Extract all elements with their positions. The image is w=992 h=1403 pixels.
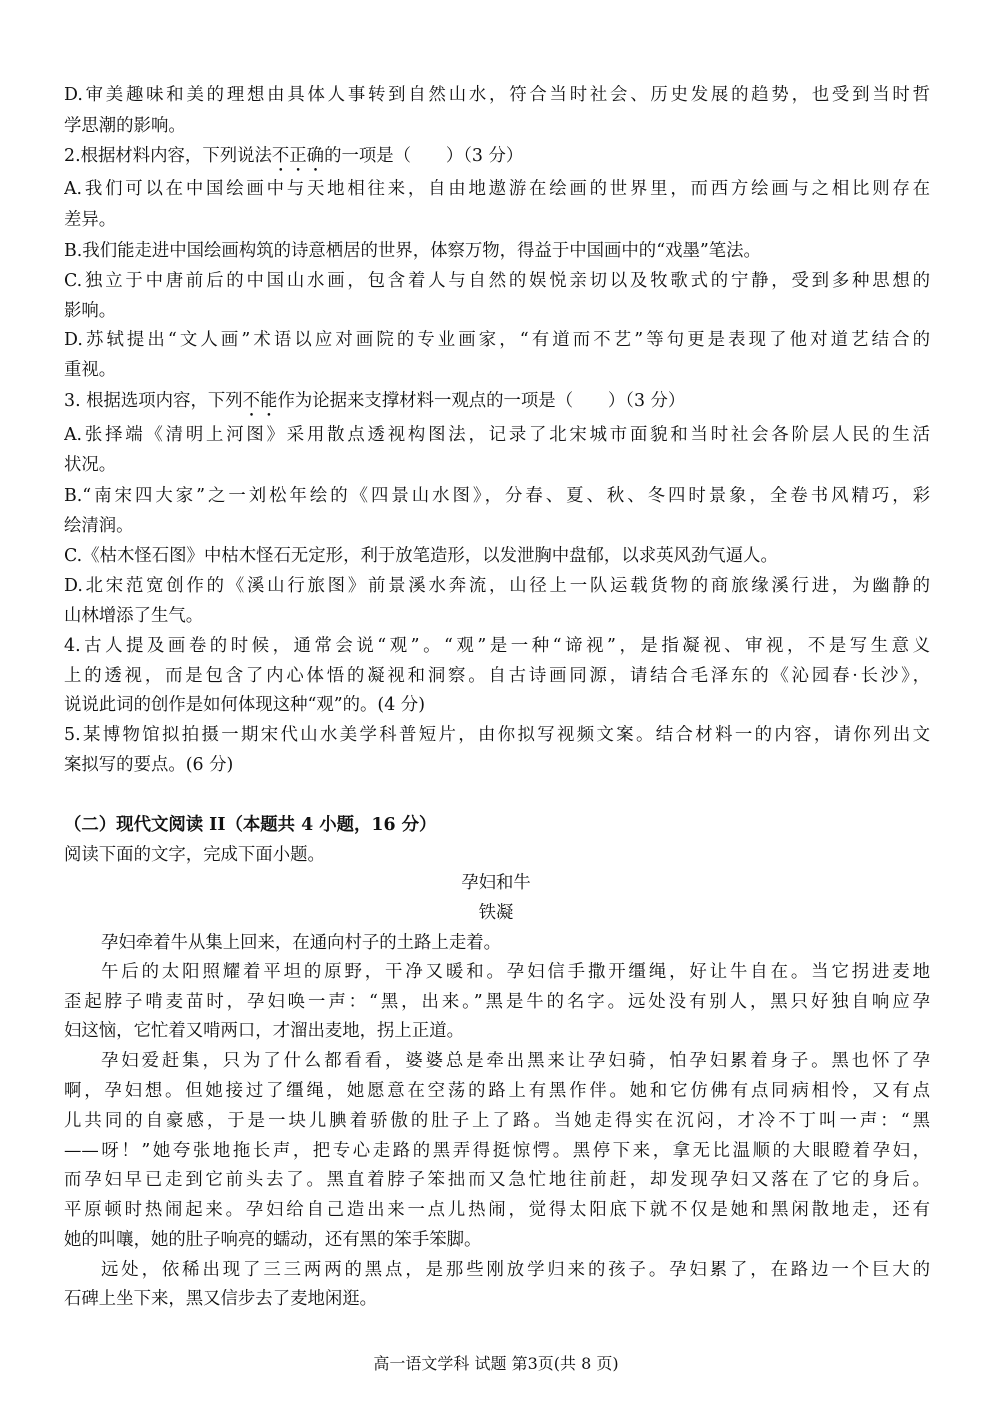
story-paragraph-3-line7: 她的叫嚷，她的肚子响亮的蠕动，还有黑的笨手笨脚。 [64, 1230, 482, 1250]
q2-stem [64, 141, 930, 176]
story-paragraph-3-line1: 孕妇爱赶集，只为了什么都看看，婆婆总是牵出黑来让孕妇骑，怕孕妇累着身子。黑也怀了孕 [101, 1051, 930, 1071]
story-paragraph-3-line6: 平原顿时热闹起来。孕妇给自己造出来一点儿热闹，觉得太阳底下就不仅是她和黑闲散地走，还有 [64, 1200, 930, 1220]
q3-stem-start: 3. 根据选项内容，下列 [64, 391, 243, 411]
q2-stem-emphasis: 不正确 [271, 146, 325, 166]
q2-option-b: B.我们能走进中国绘画构筑的诗意栖居的世界，体察万物，得益于中国画中的“戏墨”笔法。 [64, 241, 761, 261]
q1-option-d-line2: 学思潮的影响。 [64, 116, 186, 136]
story-paragraph-3-line2: 啊，孕妇想。但她接过了缰绳，她愿意在空荡的路上有黑作伴。她和它仿佛有点同病相怜，又有点 [64, 1081, 930, 1101]
story-paragraph-2-line1: 午后的太阳照耀着平坦的原野，干净又暖和。孕妇信手撒开缰绳，好让牛自在。当它拐进麦地 [101, 962, 930, 982]
q5-line1: 5.某博物馆拟拍摄一期宋代山水美学科普短片，由你拟写视频文案。结合材料一的内容，请你列出文 [64, 725, 930, 745]
q2-option-d-line2: 重视。 [64, 360, 117, 380]
q2-stem-end: 的一项是（ ）（3 分） [324, 146, 524, 166]
story-paragraph-3-line4: ——呀！”她夸张地拖长声，把专心走路的黑弄得挺惊愕。黑停下来，拿无比温顺的大眼瞪着孕妇， [64, 1141, 930, 1161]
q3-option-b-line1: B.“南宋四大家”之一刘松年绘的《四景山水图》，分春、夏、秋、冬四时景象，全卷书风精巧，彩 [64, 486, 930, 506]
section-heading: （二）现代文阅读 II（本题共 4 小题，16 分） [64, 815, 437, 835]
story-paragraph-4-line2: 石碑上坐下来，黑又信步去了麦地闲逛。 [64, 1289, 378, 1309]
story-paragraph-3-line3: 儿共同的自豪感，于是一块儿腆着骄傲的肚子上了路。当她走得实在沉闷，才冷不丁叫一声：“黑 [64, 1111, 930, 1131]
q4-line3: 说说此词的创作是如何体现这种“观”的。(4 分) [64, 695, 425, 715]
q3-stem-end: 作为论据来支撑材料一观点的一项是（ ）（3 分） [277, 391, 686, 411]
q2-option-a-line2: 差异。 [64, 210, 117, 230]
q4-line2: 上的透视，而是包含了内心体悟的凝视和洞察。自古诗画同源，请结合毛泽东的《沁园春·长沙》， [64, 666, 930, 686]
story-paragraph-3-line5: 而孕妇早已走到它前头去了。黑直着脖子笨拙而又急忙地往前赶，却发现孕妇又落在了它的身后。 [64, 1170, 930, 1190]
story-paragraph-2-line3: 妇这恼，它忙着又啃两口，才溜出麦地，拐上正道。 [64, 1021, 464, 1041]
q2-option-a-line1: A.我们可以在中国绘画中与天地相往来，自由地遨游在绘画的世界里，而西方绘画与之相比则存在 [64, 179, 930, 199]
q3-option-d-line2: 山林增添了生气。 [64, 606, 204, 626]
q2-option-d-line1: D.苏轼提出“文人画”术语以应对画院的专业画家，“有道而不艺”等句更是表现了他对道艺结合的 [64, 330, 930, 350]
q3-stem-emphasis: 不能 [242, 391, 278, 411]
q2-option-c-line1: C.独立于中唐前后的中国山水画，包含着人与自然的娱悦亲切以及牧歌式的宁静，受到多种思想的 [64, 271, 930, 291]
q3-option-b-line2: 绘清润。 [64, 516, 134, 536]
q3-stem [64, 386, 930, 421]
section-instruction: 阅读下面的文字，完成下面小题。 [64, 845, 325, 865]
q5-line2: 案拟写的要点。(6 分) [64, 755, 234, 775]
q2-option-c-line2: 影响。 [64, 301, 117, 321]
story-paragraph-2-line2: 歪起脖子啃麦苗时，孕妇唤一声：“黑，出来。”黑是牛的名字。远处没有别人，黑只好独自响应孕 [64, 992, 930, 1012]
q4-line1: 4.古人提及画卷的时候，通常会说“观”。“观”是一种“谛视”，是指凝视、审视，不是写生意义 [64, 636, 930, 656]
page-footer: 高一语文学科 试题 第3页(共 8 页) [373, 1354, 619, 1373]
q3-option-c: C.《枯木怪石图》中枯木怪石无定形，利于放笔造形，以发泄胸中盘郁，以求英风劲气逼人。 [64, 546, 778, 566]
story-paragraph-1: 孕妇牵着牛从集上回来，在通向村子的土路上走着。 [101, 933, 501, 953]
story-author: 铁凝 [478, 903, 514, 923]
story-title: 孕妇和牛 [461, 873, 531, 893]
q1-option-d-line1: D.审美趣味和美的理想由具体人事转到自然山水，符合当时社会、历史发展的趋势，也受到当时哲 [64, 85, 930, 105]
q3-option-d-line1: D.北宋范宽创作的《溪山行旅图》前景溪水奔流，山径上一队运载货物的商旅缘溪行进，为幽静的 [64, 576, 930, 596]
q3-option-a-line2: 状况。 [64, 455, 117, 475]
q3-option-a-line1: A.张择端《清明上河图》采用散点透视构图法，记录了北宋城市面貌和当时社会各阶层人民的生活 [64, 425, 930, 445]
q2-stem-start: 2.根据材料内容，下列说法 [64, 146, 272, 166]
story-paragraph-4-line1: 远处，依稀出现了三三两两的黑点，是那些刚放学归来的孩子。孕妇累了，在路边一个巨大的 [101, 1260, 930, 1280]
